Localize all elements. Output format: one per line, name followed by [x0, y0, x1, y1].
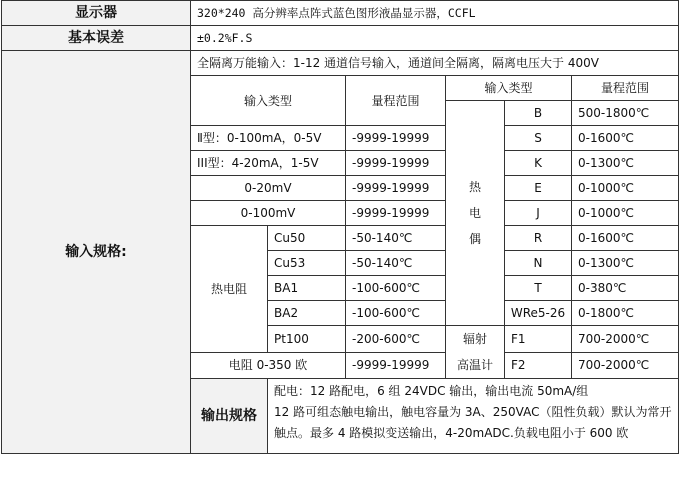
display-value: 320*240 高分辨率点阵式蓝色图形液晶显示器，CCFL — [191, 1, 679, 26]
output-line-2: 12 路可组态触电输出，触电容量为 3A、250VAC（阻性负载）默认为常开触点。最多 4 路模拟变送输出，4-20mADC.负载电阻小于 600 欧 — [274, 405, 672, 440]
rtd-range: -200-600℃ — [346, 326, 446, 353]
rad-code: F1 — [505, 326, 572, 353]
rtd-range: -100-600℃ — [346, 301, 446, 326]
tc-code: J — [505, 201, 572, 226]
range-right-header: 量程范围 — [572, 76, 679, 101]
input-type: Ⅱ型：0-100mA，0-5V — [191, 126, 346, 151]
error-value: ±0.2%F.S — [191, 26, 679, 51]
rad-code: F2 — [505, 352, 572, 379]
input-range: -9999-19999 — [346, 126, 446, 151]
output-line-1: 配电：12 路配电，6 组 24VDC 输出，输出电流 50mA/组 — [274, 384, 589, 398]
rtd-label: 热电阻 — [191, 226, 268, 353]
type-left-header: 输入类型 — [191, 76, 346, 126]
tc-range: 0-1800℃ — [572, 301, 679, 326]
rtd-range: -100-600℃ — [346, 276, 446, 301]
display-label: 显示器 — [2, 1, 191, 26]
input-note: 全隔离万能输入：1-12 通道信号输入，通道间全隔离，隔离电压大于 400V — [191, 51, 679, 76]
rtd-code: Pt100 — [268, 326, 346, 353]
tc-range: 0-1300℃ — [572, 151, 679, 176]
thermocouple-label: 热 电 偶 — [446, 101, 505, 326]
radiation-label: 辐射 高温计 — [446, 326, 505, 379]
tc-range: 0-380℃ — [572, 276, 679, 301]
rtd-code: BA2 — [268, 301, 346, 326]
tc-code: S — [505, 126, 572, 151]
error-label: 基本误差 — [2, 26, 191, 51]
tc-code: K — [505, 151, 572, 176]
tc-range: 0-1600℃ — [572, 226, 679, 251]
display-row — [2, 1, 679, 26]
input-label: 输入规格: — [2, 51, 191, 454]
tc-range: 500-1800℃ — [572, 101, 679, 126]
output-value — [268, 379, 679, 454]
input-range: -9999-19999 — [346, 151, 446, 176]
error-row — [2, 26, 679, 51]
spec-table — [1, 0, 679, 454]
tc-range: 0-1300℃ — [572, 251, 679, 276]
rtd-range: -50-140℃ — [346, 226, 446, 251]
rtd-range: -50-140℃ — [346, 251, 446, 276]
range-left-header: 量程范围 — [346, 76, 446, 126]
rad-range: 700-2000℃ — [572, 352, 679, 379]
input-type: 0-20mV — [191, 176, 346, 201]
rtd-code: Cu53 — [268, 251, 346, 276]
rtd-code: BA1 — [268, 276, 346, 301]
input-type: III型：4-20mA，1-5V — [191, 151, 346, 176]
input-range: -9999-19999 — [346, 201, 446, 226]
tc-code: WRe5-26 — [505, 301, 572, 326]
tc-code: T — [505, 276, 572, 301]
tc-range: 0-1600℃ — [572, 126, 679, 151]
rad-range: 700-2000℃ — [572, 326, 679, 353]
tc-code: N — [505, 251, 572, 276]
resistance-range: -9999-19999 — [346, 352, 446, 379]
tc-code: E — [505, 176, 572, 201]
input-range: -9999-19999 — [346, 176, 446, 201]
input-note-row — [2, 51, 679, 76]
rtd-code: Cu50 — [268, 226, 346, 251]
tc-code: B — [505, 101, 572, 126]
output-label: 输出规格 — [191, 379, 268, 454]
input-type: 0-100mV — [191, 201, 346, 226]
resistance-type: 电阻 0-350 欧 — [191, 352, 346, 379]
tc-range: 0-1000℃ — [572, 176, 679, 201]
tc-code: R — [505, 226, 572, 251]
type-right-header: 输入类型 — [446, 76, 572, 101]
tc-range: 0-1000℃ — [572, 201, 679, 226]
